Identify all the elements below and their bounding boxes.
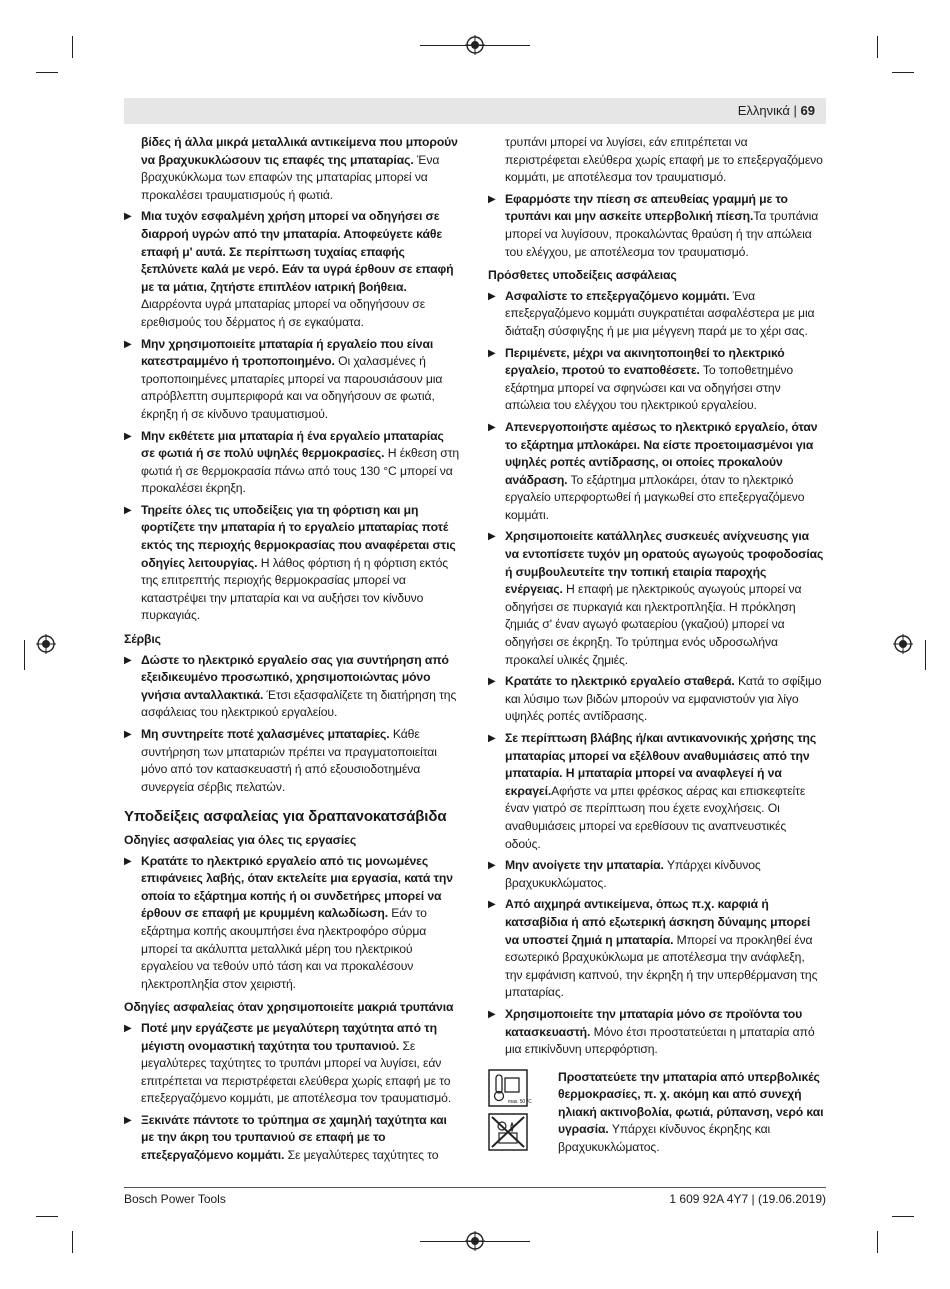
bullet-item <box>488 1006 824 1059</box>
triangle-bullet-icon: ▶ <box>124 855 132 867</box>
bullet-item <box>488 528 824 669</box>
warning-bold: Χρησιμοποιείτε την μπαταρία μόνο σε προϊόντα του κατασκευαστή. <box>505 1006 803 1039</box>
triangle-bullet-icon: ▶ <box>488 290 496 302</box>
bullet-item <box>488 288 824 341</box>
page-number: 69 <box>800 103 815 118</box>
warning-bold: Μην χρησιμοποιείτε μπαταρία ή εργαλείο που είναι κατεστραμμένο ή τροποποιημένο. <box>141 336 434 369</box>
registration-mark-icon <box>893 634 913 654</box>
warning-text: Η λάθος φόρτιση ή η φόρτιση εκτός της επιτρεπτής περιοχής θερμοκρασίας μπορεί να καταστρέψει την μπαταρία και να αυξήσει τον κίνδυνο πυρκαγιάς. <box>141 555 449 623</box>
warning-text: τρυπάνι μπορεί να λυγίσει, εάν επιτρέπεται να περιστρέφεται ελεύθερα χωρίς επαφή με το επεξεργαζόμενο κομμάτι, με αποτέλεσμα τον τραυματισμό. <box>505 135 823 185</box>
crop-mark <box>877 36 878 58</box>
warning-bold: Δώστε το ηλεκτρικό εργαλείο σας για συντήρηση από εξειδικευμένο προσωπικό, χρησιμοποιώντας μόνο γνήσια ανταλλακτικά. <box>141 652 449 702</box>
max-temp-label: max. 50 °C <box>508 1098 532 1105</box>
warning-text: Η έκθεση στη φωτιά ή σε θερμοκρασία πάνω από τους 130 °C μπορεί να προκαλέσει έκρηξη. <box>141 446 460 496</box>
bullet-item <box>488 730 824 853</box>
warning-bold: Προστατεύετε την μπαταρία από υπερβολικές θερμοκρασίες, π. χ. ακόμη και από συνεχή ηλιακή ακτινοβολία, φωτιά, ρύπανση, νερό και υγρασία. <box>558 1069 824 1137</box>
subsection-heading: Οδηγίες ασφαλείας για όλες τις εργασίες <box>124 832 357 847</box>
warning-bold: Ποτέ μην εργάζεστε με μεγαλύτερη ταχύτητα από τη μέγιστη ονομαστική ταχύτητα του τρυπανιού. <box>141 1020 437 1053</box>
registration-mark-icon <box>465 1231 485 1251</box>
triangle-bullet-icon: ▶ <box>488 1008 496 1020</box>
bullet-item <box>124 428 460 498</box>
paragraph <box>124 134 460 204</box>
footer-brand: Bosch Power Tools <box>124 1192 226 1206</box>
warning-text: Αφήστε να μπει φρέσκος αέρας και επισκεφτείτε έναν γιατρό σε περίπτωση που έχετε ενοχλήσεις. Οι αναθυμιάσεις μπορεί να ερεθίσουν τις αναπνευστικές οδούς. <box>505 783 806 851</box>
warning-bold: Σε περίπτωση βλάβης ή/και αντικανονικής χρήσης της μπαταρίας μπορεί να εξέλθουν αναθυμιάσεις από την μπαταρία. Η μπαταρία μπορεί να αναφλεγεί ή να εκραγεί. <box>505 731 817 798</box>
page-header <box>124 98 826 124</box>
warning-text: Το εξάρτημα μπλοκάρει, όταν το ηλεκτρικό εργαλείο υπερφορτωθεί ή μαγκωθεί στο επεξεργαζόμενο κομμάτι. <box>505 472 805 522</box>
warning-text: Μπορεί να προκληθεί ένα εσωτερικό βραχυκύκλωμα με αποτέλεσμα την ανάφλεξη, την εμφάνιση καπνού, την έκρηξη ή την υπερθέρμανση της μπαταρίας. <box>505 932 818 1000</box>
subsection-heading: Πρόσθετες υποδείξεις ασφάλειας <box>488 268 677 283</box>
triangle-bullet-icon: ▶ <box>488 193 496 205</box>
registration-mark-icon <box>465 35 485 55</box>
warning-bold: Εφαρμόστε την πίεση σε απευθείας γραμμή με το τρυπάνι και μην ασκείτε υπερβολική πίεση. <box>505 191 788 224</box>
warning-bold: Μην εκθέτετε μια μπαταρία ή ένα εργαλείο μπαταρίας σε φωτιά ή σε πολύ υψηλές θερμοκρασίες. <box>141 428 444 461</box>
warning-text: Κάθε συντήρηση των μπαταριών πρέπει να πραγματοποιείται μόνο από τον κατασκευαστή ή από εξουσιοδοτημένα συνεργεία σέρβις πελατών. <box>141 727 437 794</box>
warning-bold: Ασφαλίστε το επεξεργαζόμενο κομμάτι. <box>505 288 730 303</box>
bullet-item <box>124 726 460 796</box>
triangle-bullet-icon: ▶ <box>488 347 496 359</box>
warning-bold: Μην ανοίγετε την μπαταρία. <box>505 858 664 873</box>
warning-text: Τα τρυπάνια μπορεί να λυγίσουν, προκαλώντας θραύση ή την απώλεια του ελέγχου, με αποτέλεσμα τον τραυματισμό. <box>505 209 819 259</box>
bullet-item <box>488 191 824 261</box>
thermometer-max-temp-icon <box>488 1069 532 1107</box>
warning-bold: Χρησιμοποιείτε κατάλληλες συσκευές ανίχνευσης για να εντοπίσετε τυχόν μη ορατούς αγωγούς τροφοδοσίας ή συμβουλευτείτε την τοπική εταιρία παροχής ενέργειας. <box>505 529 824 597</box>
triangle-bullet-icon: ▶ <box>488 676 496 688</box>
crop-mark <box>925 640 926 670</box>
section-heading-service: Σέρβις <box>124 632 161 647</box>
warning-text: Σε μεγαλύτερες ταχύτητες το τρυπάνι μπορεί να λυγίσει, εάν επιτρέπεται να περιστρέφεται ελεύθερα χωρίς επαφή με το επεξεργαζόμενο κομμάτι, με αποτέλεσμα τον τραυματισμό. <box>141 1038 452 1106</box>
triangle-bullet-icon: ▶ <box>488 860 496 872</box>
section-title: Υποδείξεις ασφαλείας για δραπανοκατσάβιδα <box>124 808 447 826</box>
warning-text: Μόνο έτσι προστατεύεται η μπαταρία από μια επικίνδυνη υπερφόρτιση. <box>505 1024 815 1057</box>
bullet-item <box>488 857 824 892</box>
bullet-item <box>488 896 824 1002</box>
warning-text: Έτσι εξασφαλίζετε τη διατήρηση της ασφάλειας του ηλεκτρικού εργαλείου. <box>141 687 457 720</box>
warning-bold: Κρατάτε το ηλεκτρικό εργαλείο από τις μονωμένες επιφάνειες λαβής, όταν εκτελείτε μια εργασία, κατά την οποία το εξάρτημα κοπής ή οι συνδετήρες μπορεί να έρθουν σε επαφή με κρυμμένη καλωδίωση. <box>141 853 453 921</box>
crop-mark <box>72 1231 73 1253</box>
warning-bold: Κρατάτε το ηλεκτρικό εργαλείο σταθερά. <box>505 674 735 689</box>
triangle-bullet-icon: ▶ <box>124 654 132 666</box>
crop-mark <box>24 640 25 670</box>
bullet-item <box>124 1112 460 1165</box>
triangle-bullet-icon: ▶ <box>124 729 132 740</box>
warning-bold: Τηρείτε όλες τις υποδείξεις για τη φόρτιση και μη φορτίζετε την μπαταρία ή το εργαλείο μπαταρίας ποτέ εκτός της περιοχής θερμοκρασίας που αναφέρεται στις οδηγίες λειτουργίας. <box>141 502 456 570</box>
bullet-item <box>124 853 460 994</box>
bullet-item <box>124 336 460 424</box>
warning-text: Ένα επεξεργαζόμενο κομμάτι συγκρατιέται ασφαλέστερα με μια διάταξη σύσφιγξης ή με μια μέγγενη παρά με το χέρι σας. <box>505 288 815 338</box>
warning-text: Υπάρχει κίνδυνος βραχυκυκλώματος. <box>505 858 761 890</box>
crop-mark <box>36 72 58 73</box>
triangle-bullet-icon: ▶ <box>124 338 132 350</box>
warning-bold: Μια τυχόν εσφαλμένη χρήση μπορεί να οδηγήσει σε διαρροή υγρών από την μπαταρία. Αποφεύγετε κάθε επαφή μ' αυτά. Σε περίπτωση τυχαίας επαφής ξεπλύνετε καλά με νερό. Εάν τα υγρά έρθουν σε επαφή με τα μάτια, ζητήστε επιπλέον ιατρική βοήθεια. <box>141 209 454 294</box>
warning-text: Κατά το σφίξιμο και λύσιμο των βιδών μπορούν να εμφανιστούν για λίγο υψηλές ροπές αντίδρασης. <box>505 674 822 724</box>
bullet-item <box>488 419 824 525</box>
warning-text: Υπάρχει κίνδυνος έκρηξης και βραχυκυκλώματος. <box>558 1122 771 1155</box>
triangle-bullet-icon: ▶ <box>124 430 132 442</box>
header-language: Ελληνικά | 69 <box>737 103 815 118</box>
crop-mark <box>892 1216 914 1217</box>
crop-mark <box>36 1216 58 1217</box>
warning-text: Εάν το εξάρτημα κοπής ακουμπήσει ένα ηλεκτροφόρο σύρμα μπορεί τα ακάλυπτα μεταλλικά μέρη του ηλεκτρικού εργαλείου να τεθούν υπό τάση και να προκαλέσουν ηλεκτροπληξία στον χειριστή. <box>141 906 427 991</box>
footer-doc-id: 1 609 92A 4Y7 | (19.06.2019) <box>669 1192 826 1206</box>
warning-text: Οι χαλασμένες ή τροποποιημένες μπαταρίες μπορεί να παρουσιάσουν μια απρόβλεπτη συμπεριφορά και να οδηγήσουν σε φωτιά, έκρηξη ή σε κίνδυνο τραυματισμού. <box>141 354 443 421</box>
triangle-bullet-icon: ▶ <box>124 211 132 223</box>
bullet-item <box>124 502 460 625</box>
warning-text: Το τοποθετημένο εξάρτημα μπορεί να σφηνώσει και να οδηγήσει στην απώλεια του ελέγχου του ηλεκτρικού εργαλείου. <box>505 363 794 413</box>
triangle-bullet-icon: ▶ <box>124 1114 132 1126</box>
subsection-heading: Οδηγίες ασφαλείας όταν χρησιμοποιείτε μακριά τρυπάνια <box>124 1000 454 1015</box>
registration-mark-icon <box>36 634 56 654</box>
bullet-item <box>124 208 460 331</box>
warning-bold: Από αιχμηρά αντικείμενα, όπως π.χ. καρφιά ή κατσαβίδια ή από εξωτερική άσκηση δύναμης μπορεί να υποστεί ζημιά η μπαταρία. <box>505 897 811 947</box>
triangle-bullet-icon: ▶ <box>124 504 132 516</box>
crop-mark <box>72 36 73 58</box>
warning-bold: βίδες ή άλλα μικρά μεταλλικά αντικείμενα που μπορούν να βραχυκυκλώσουν τις επαφές της μπαταρίας. <box>141 135 458 167</box>
warning-text: Διαρρέοντα υγρά μπαταρίας μπορεί να οδηγήσουν σε ερεθισμούς του δέρματος ή σε εγκαύματα. <box>141 297 426 329</box>
no-sun-water-battery-icon <box>488 1113 528 1151</box>
warning-bold: Ξεκινάτε πάντοτε το τρύπημα σε χαμηλή ταχύτητα και με την άκρη του τρυπανιού σε επαφή με το επεξεργαζόμενο κομμάτι. <box>141 1112 447 1163</box>
bullet-item <box>488 673 824 726</box>
warning-bold: Περιμένετε, μέχρι να ακινητοποιηθεί το ηλεκτρικό εργαλείο, προτού το εναποθέσετε. <box>505 345 785 378</box>
crop-mark <box>892 72 914 73</box>
triangle-bullet-icon: ▶ <box>488 421 496 433</box>
bullet-item <box>124 652 460 722</box>
warning-bold: Απενεργοποιήστε αμέσως το ηλεκτρικό εργαλείο, όταν το εξάρτημα μπλοκάρει. Να είστε προετοιμασμένοι για υψηλές ροπές αντίδρασης, οι οποίες προκαλούν ανάδραση. <box>505 419 818 487</box>
bullet-item <box>124 1020 460 1108</box>
paragraph <box>488 134 824 187</box>
triangle-bullet-icon: ▶ <box>488 531 496 543</box>
left-column <box>124 134 460 1169</box>
triangle-bullet-icon: ▶ <box>124 1022 132 1034</box>
icon-notice-text <box>558 1069 824 1157</box>
battery-protection-notice <box>488 1069 824 1159</box>
warning-text: Ένα βραχυκύκλωμα των επαφών της μπαταρίας μπορεί να προκαλέσει τραυματισμούς ή φωτιά. <box>141 152 440 202</box>
right-column <box>488 134 824 1159</box>
bullet-item <box>488 345 824 415</box>
triangle-bullet-icon: ▶ <box>488 733 496 744</box>
crop-mark <box>877 1231 878 1253</box>
triangle-bullet-icon: ▶ <box>488 899 496 911</box>
warning-text: Σε μεγαλύτερες ταχύτητες το <box>284 1148 439 1163</box>
language-label: Ελληνικά <box>737 103 790 118</box>
footer-rule <box>124 1187 826 1188</box>
warning-bold: Μη συντηρείτε ποτέ χαλασμένες μπαταρίες. <box>141 727 390 741</box>
warning-text: Η επαφή με ηλεκτρικούς αγωγούς μπορεί να οδηγήσει σε πυρκαγιά και ηλεκτροπληξία. Η πρόκληση ζημιάς σ' έναν αγωγό φωταερίου (γκαζιού) μπορεί να οδηγήσει σε έκρηξη. Το τρύπημα ενός υδροσωλήνα προκαλεί υλικές ζημιές. <box>505 582 802 667</box>
